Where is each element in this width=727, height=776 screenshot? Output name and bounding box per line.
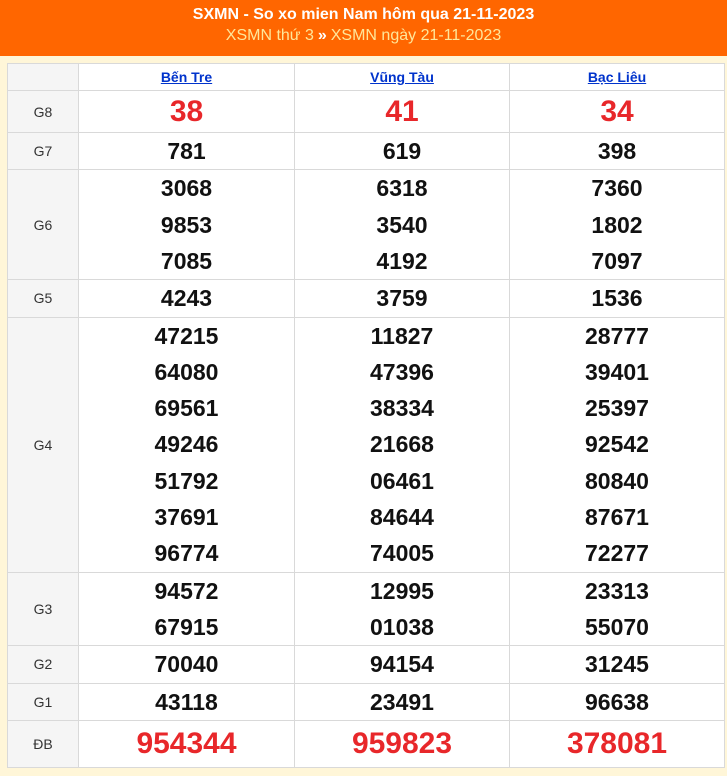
result-cell (295, 683, 510, 720)
prize-number: 43118 (155, 688, 218, 715)
prize-label: G6 (8, 170, 79, 280)
prize-number: 7085 (160, 247, 213, 274)
breadcrumb-separator: » (317, 27, 327, 44)
result-cell (510, 720, 725, 767)
result-cell (295, 91, 510, 133)
special-prize-number: 954344 (136, 726, 237, 760)
province-header (510, 64, 725, 91)
prize-number: 619 (382, 138, 422, 164)
prize-number: 21668 (370, 431, 434, 458)
prize-number: 92542 (585, 431, 649, 458)
page-title: SXMN - So xo mien Nam hôm qua 21-11-2023 (192, 6, 535, 23)
result-cell (510, 572, 725, 646)
prize-number: 34 (600, 95, 634, 128)
province-link-ben-tre[interactable]: Bến Tre (160, 69, 213, 85)
prize-number: 28777 (585, 322, 649, 349)
result-cell (295, 317, 510, 572)
result-cell (79, 91, 295, 133)
result-cell (79, 720, 295, 767)
prize-label: G8 (8, 91, 79, 133)
result-cell (510, 646, 725, 683)
prize-number: 37691 (154, 504, 219, 531)
prize-number: 49246 (154, 431, 219, 458)
prize-number: 3540 (376, 211, 428, 238)
prize-number: 4192 (376, 247, 428, 274)
prize-number: 64080 (154, 358, 219, 385)
prize-number: 6318 (376, 175, 428, 202)
result-cell (79, 683, 295, 720)
prize-row-g3 (8, 572, 725, 646)
prize-number: 80840 (585, 467, 649, 494)
result-cell (79, 133, 295, 170)
prize-number: 69561 (154, 395, 219, 422)
prize-number: 7097 (591, 247, 643, 274)
prize-number: 41 (385, 95, 419, 128)
result-cell (510, 91, 725, 133)
prize-number: 51792 (154, 467, 219, 494)
result-cell (510, 317, 725, 572)
prize-number: 84644 (370, 504, 434, 531)
prize-number: 23491 (370, 688, 434, 715)
province-link-bac-lieu[interactable]: Bạc Liêu (587, 69, 647, 85)
result-cell (295, 572, 510, 646)
prize-number: 55070 (585, 613, 649, 640)
prize-label: G4 (8, 317, 79, 572)
prize-number: 12995 (370, 577, 434, 604)
result-cell (510, 133, 725, 170)
prize-number: 47215 (154, 322, 219, 349)
prize-number: 1802 (591, 211, 643, 238)
prize-number: 781 (167, 138, 206, 164)
prize-row-g7 (8, 133, 725, 170)
prize-number: 96774 (154, 540, 219, 567)
prize-number: 67915 (154, 613, 219, 640)
prize-number: 96638 (585, 688, 649, 715)
xsmn-date-link[interactable]: XSMN ngày 21-11-2023 (330, 27, 502, 44)
prize-number: 39401 (585, 358, 649, 385)
prize-label: G1 (8, 683, 79, 720)
prize-row-g6 (8, 170, 725, 280)
prize-number: 11827 (370, 322, 434, 349)
prize-number: 74005 (370, 540, 434, 567)
prize-number: 3759 (376, 285, 428, 312)
special-prize-number: 378081 (566, 726, 668, 760)
result-cell (295, 133, 510, 170)
prize-number: 47396 (370, 358, 434, 385)
prize-row-g8 (8, 91, 725, 133)
prize-number: 9853 (160, 211, 213, 238)
result-cell (295, 720, 510, 767)
prize-row-db (8, 720, 725, 767)
prize-row-g4 (8, 317, 725, 572)
result-cell (295, 646, 510, 683)
result-cell (79, 170, 295, 280)
prize-number: 3068 (160, 175, 213, 202)
result-cell (79, 317, 295, 572)
prize-label: ĐB (8, 720, 79, 767)
page-header (0, 0, 727, 56)
prize-number: 25397 (585, 395, 649, 422)
province-header-row (8, 64, 725, 91)
results-frame (0, 56, 727, 776)
prize-number: 31245 (585, 651, 649, 678)
prize-number: 1536 (591, 285, 643, 312)
prize-number: 01038 (370, 613, 434, 640)
breadcrumb (0, 26, 727, 46)
prize-row-g5 (8, 280, 725, 317)
province-link-vung-tau[interactable]: Vũng Tàu (370, 69, 434, 85)
prize-row-g1 (8, 683, 725, 720)
prize-number: 06461 (370, 467, 434, 494)
prize-table-body (8, 91, 725, 768)
result-cell (510, 683, 725, 720)
province-header (79, 64, 295, 91)
prize-label: G2 (8, 646, 79, 683)
result-cell (295, 170, 510, 280)
prize-row-g2 (8, 646, 725, 683)
result-cell (79, 280, 295, 317)
xsmn-weekday-link[interactable]: XSMN thứ 3 (225, 27, 314, 44)
prize-label: G3 (8, 572, 79, 646)
result-cell (79, 646, 295, 683)
prize-number: 70040 (154, 651, 219, 678)
results-table (7, 63, 725, 768)
header-corner (8, 64, 79, 91)
prize-number: 94154 (370, 651, 434, 678)
province-header (295, 64, 510, 91)
prize-number: 398 (597, 138, 637, 164)
result-cell (295, 280, 510, 317)
prize-number: 38334 (370, 395, 434, 422)
result-cell (510, 170, 725, 280)
result-cell (510, 280, 725, 317)
prize-label: G5 (8, 280, 79, 317)
prize-number: 87671 (585, 504, 649, 531)
prize-number: 4243 (160, 285, 213, 312)
result-cell (79, 572, 295, 646)
prize-number: 7360 (591, 175, 643, 202)
prize-label: G7 (8, 133, 79, 170)
prize-number: 23313 (585, 577, 649, 604)
prize-number: 72277 (585, 540, 649, 567)
prize-number: 94572 (154, 577, 219, 604)
special-prize-number: 959823 (351, 726, 453, 760)
prize-number: 38 (169, 95, 204, 128)
